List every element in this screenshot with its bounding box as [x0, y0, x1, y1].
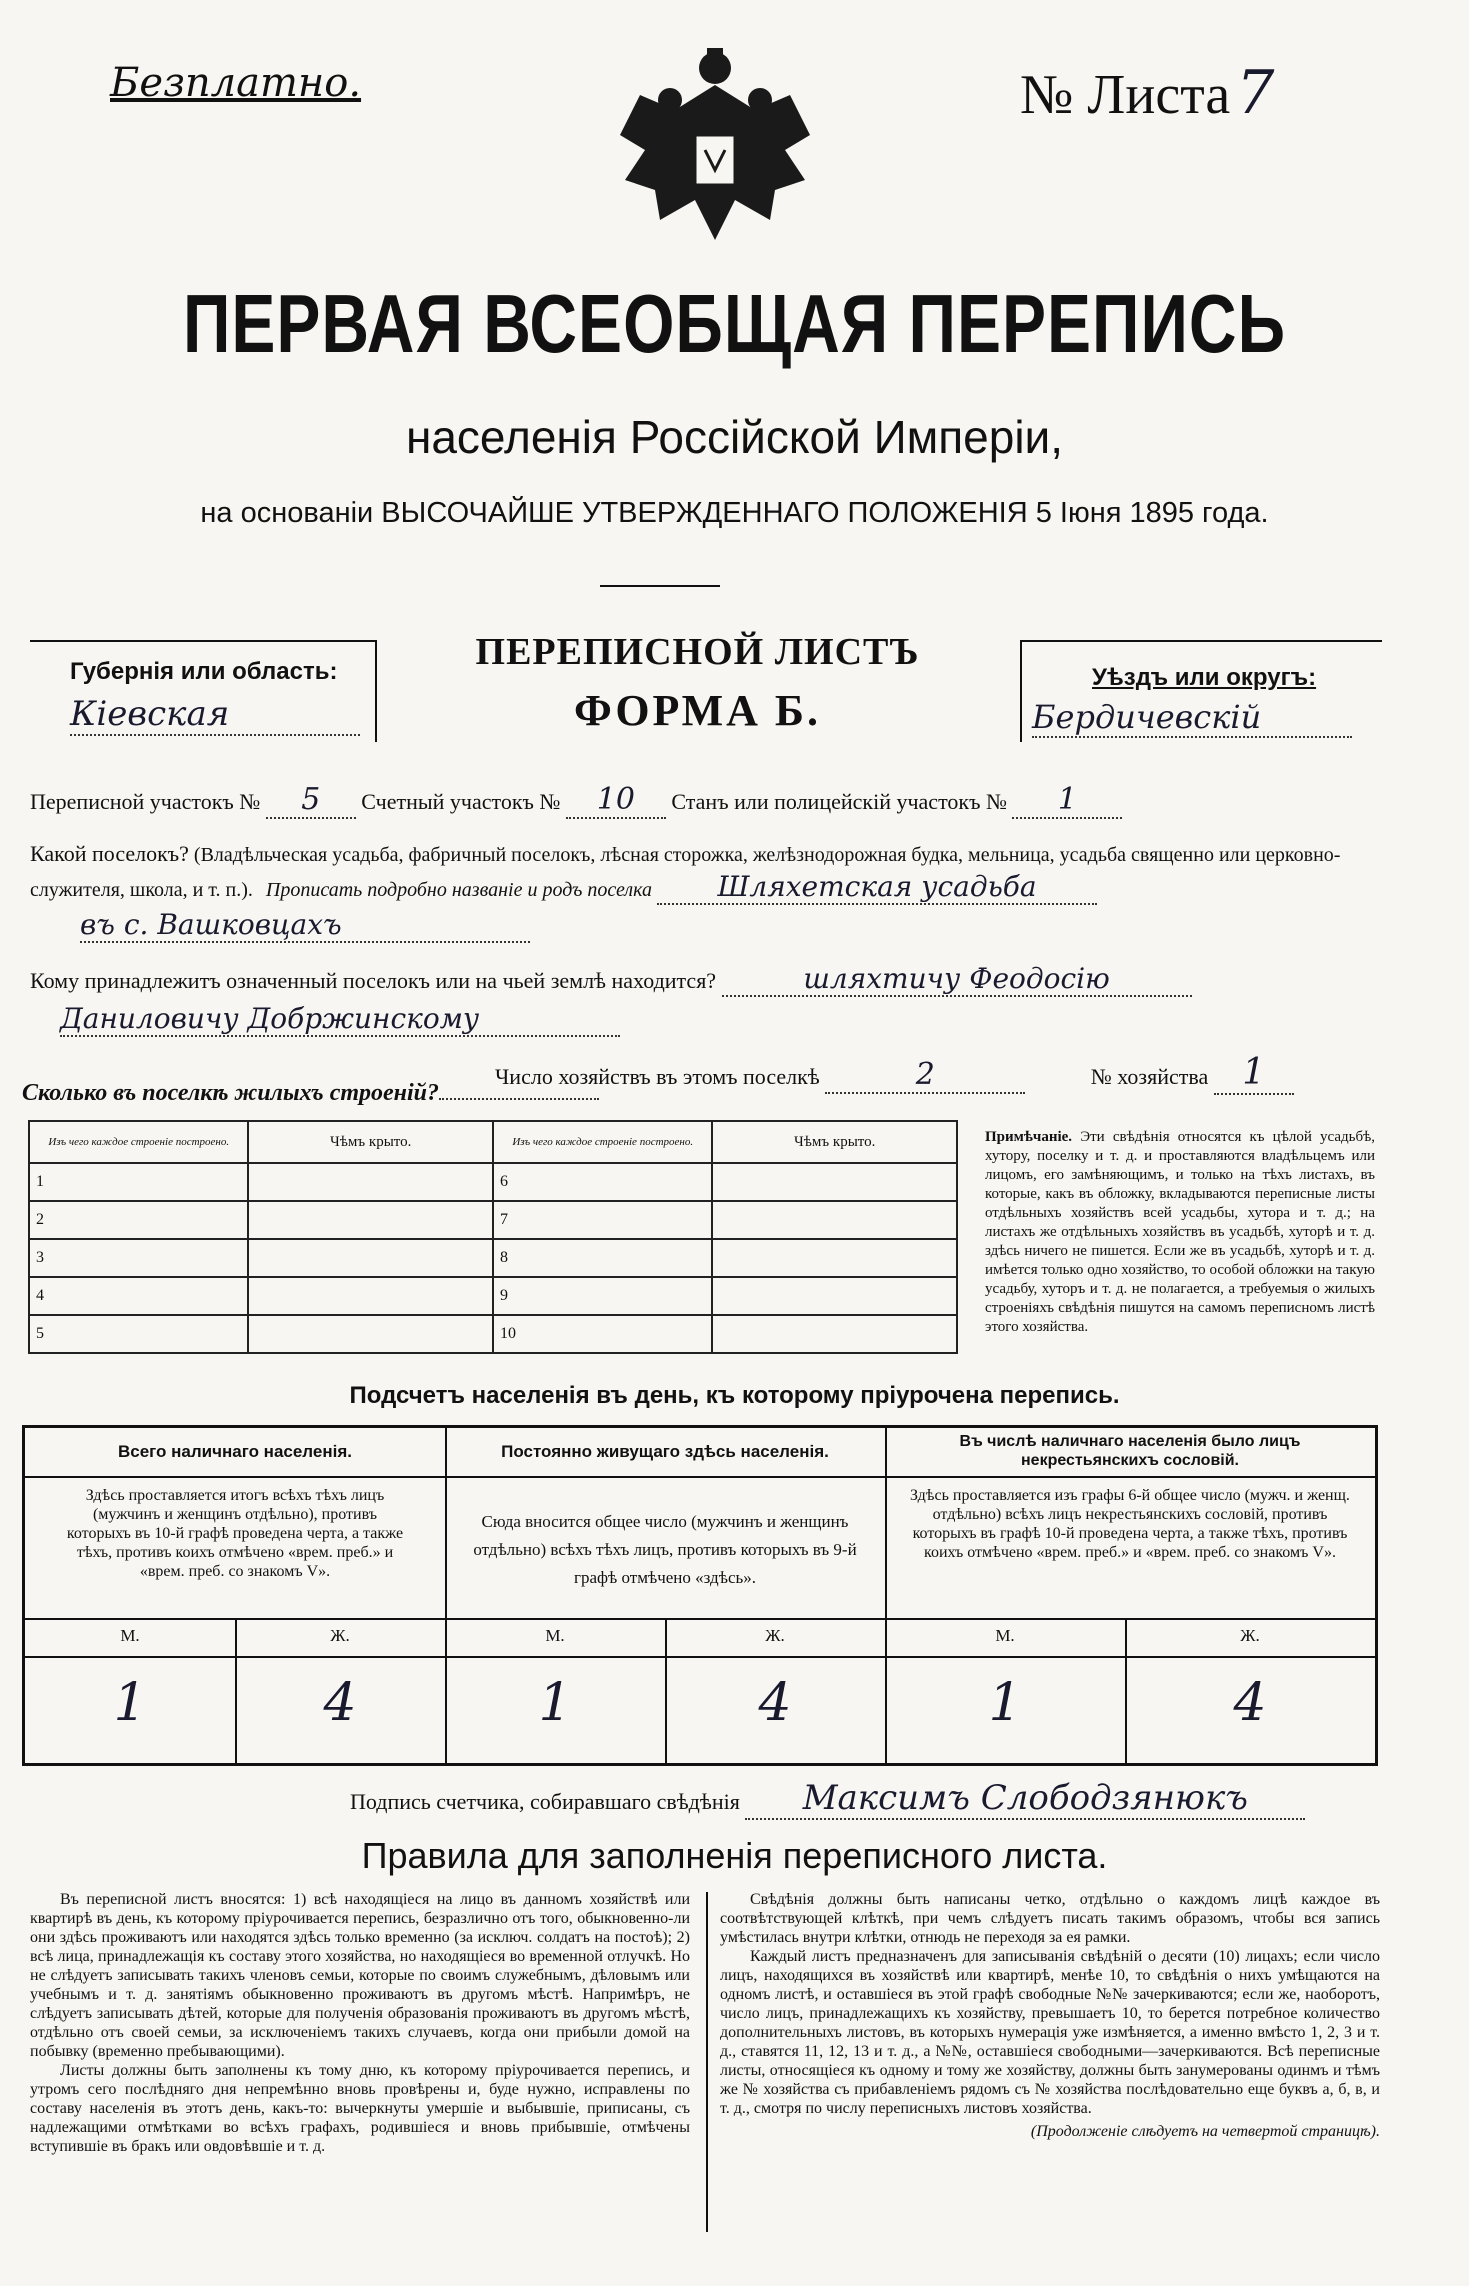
- owner-line: Кому принадлежитъ означенный поселокъ или на чьей землѣ находится? шляхтичу Феодосію: [30, 962, 1192, 997]
- column-divider: [706, 1892, 708, 2232]
- gubernia-label: Губернія или область:: [70, 658, 338, 685]
- count-col2-title: Постоянно живущаго здѣсь населенія.: [501, 1442, 829, 1461]
- counting-district-value: 10: [566, 782, 666, 819]
- table-row: 5: [29, 1315, 248, 1353]
- households-value: 2: [825, 1057, 1025, 1094]
- sheet-title: ПЕРЕПИСНОЙ ЛИСТЪ: [475, 631, 920, 673]
- signature-value: Максимъ Слободзянюкъ: [745, 1778, 1305, 1820]
- table-row: 4: [29, 1277, 248, 1315]
- m-label: М.: [545, 1626, 565, 1645]
- buildings-label: Сколько въ поселкѣ жилыхъ строеній?: [22, 1080, 599, 1107]
- census-district-value: 5: [266, 782, 356, 819]
- district-line: Переписной участокъ № 5 Счетный участокъ № 10 Станъ или полицейскій участокъ № 1: [30, 782, 1430, 819]
- count-col3-text: Здѣсь проставляется изъ графы 6-й общее число (мужч. и женщ. отдѣльно) всѣхъ лицъ некрестьянскихъ сословій, противъ которыхъ въ графѣ 10-й проведена черта, а также тѣхъ, противъ коихъ отмѣчено «врем. преб.» и «врем. преб. со знакомъ V».: [910, 1487, 1350, 1561]
- rules-left-p2: Листы должны быть заполнены къ тому дню, къ которому пріурочивается перепись, и утромъ сего послѣдняго дня непремѣнно вновь провѣрены и, буде нужно, исправлены по составу населенія въ этотъ день, какъ-то: вычеркнуты умершіе и выбывшіе, приписаны, съ надлежащими отмѣтками во всѣхъ графахъ, родившіеся и вновь прибывшіе, отмѣчены вступившіе въ бракъ или овдовѣвшіе и т. д.: [30, 2062, 690, 2155]
- count-col1-text: Здѣсь проставляется итогъ всѣхъ тѣхъ лицъ (мужчинъ и женщинъ отдѣльно), противъ которыхъ въ 10-й графѣ проведена черта, а также тѣхъ, противъ коихъ отмѣчено «врем. преб.» и «врем. преб. со знакомъ V».: [66, 1487, 404, 1580]
- note-text: Эти свѣдѣнія относятся къ цѣлой усадьбѣ, хутору, поселку и т. д. и проставляются владѣльцемъ или лицомъ, его замѣняющимъ, и только на тѣхъ листахъ, въ которые, какъ въ обложку, вкладываются переписные листы отдѣльныхъ хозяйствъ всей усадьбы, хутора и т. д.; на листахъ же отдѣльныхъ хозяйствъ въ усадьбѣ, хуторѣ и т. д. здѣсь ничего не пишется. Если же въ усадьбѣ, хуторѣ и т. д. имѣется только одно хозяйство, то особой обложки на такую усадьбу, хуторъ и т. д. не полагается, а требуемыя о жилыхъ строеніяхъ свѣдѣнія пишутся на самомъ переписномъ листѣ этого хозяйства.: [985, 1129, 1376, 1335]
- rules-right-p1: Свѣдѣнія должны быть написаны четко, отдѣльно о каждомъ лицѣ каждое въ соотвѣтствующей клѣткѣ, при чемъ слѣдуетъ писать такимъ образомъ, чтобы вся запись умѣстилась внутри клѣтки, отнюдь не переходя за ея рамки.: [720, 1891, 1380, 1946]
- table-row: 6: [493, 1163, 712, 1201]
- settlement-value-1: Шляхетская усадьба: [657, 871, 1097, 905]
- f-label: Ж.: [330, 1626, 350, 1645]
- count-col3-title: Въ числѣ наличнаго населенія было лицъ некрестьянскихъ сословій.: [959, 1433, 1301, 1469]
- count-value: 4: [1233, 1673, 1267, 1733]
- count-col1-title: Всего наличнаго населенія.: [118, 1442, 352, 1461]
- m-label: М.: [995, 1626, 1015, 1645]
- table-row: 9: [493, 1277, 712, 1315]
- count-table: [22, 1425, 1378, 1766]
- owner-value-2: Даниловичу Добржинскому: [60, 1002, 620, 1037]
- uezd-label: Уѣздъ или округъ:: [1092, 664, 1317, 691]
- divider: [600, 585, 720, 587]
- table-row: 10: [493, 1315, 712, 1353]
- count-value: 4: [323, 1673, 357, 1733]
- count-value: 1: [988, 1673, 1022, 1733]
- count-value: 1: [538, 1673, 572, 1733]
- count-value: 4: [758, 1673, 792, 1733]
- col-roof-right: Чѣмъ крыто.: [712, 1121, 957, 1163]
- household-no-value: 1: [1214, 1052, 1294, 1095]
- page-subtitle: населенія Россійской Имперіи,: [405, 411, 1064, 463]
- col-material-right: Изъ чего каждое строеніе построено.: [493, 1121, 712, 1163]
- table-row: 7: [493, 1201, 712, 1239]
- settlement-block: Какой поселокъ? (Владѣльческая усадьба, фабричный поселокъ, лѣсная сторожка, желѣзнодорожная будка, мельница, усадьба священно или церковно-служителя, школа, и т. п.). Прописать подробно названіе и родъ поселка Шляхетская усадьба: [30, 841, 1341, 903]
- col-roof-left: Чѣмъ крыто.: [248, 1121, 493, 1163]
- signature-line: Подпись счетчика, собиравшаго свѣдѣнія Максимъ Слободзянюкъ: [350, 1778, 1305, 1820]
- f-label: Ж.: [1240, 1626, 1260, 1645]
- free-label: Безплатно.: [110, 60, 362, 106]
- col-material-left: Изъ чего каждое строеніе построено.: [29, 1121, 248, 1163]
- owner-value-1: шляхтичу Феодосію: [722, 962, 1192, 997]
- rules-right-column: [720, 1890, 1380, 2141]
- table-row: 1: [29, 1163, 248, 1201]
- uezd-value: Бердичевскій: [1032, 698, 1352, 738]
- rules-right-p2: Каждый листъ предназначенъ для записыванія свѣдѣній о десяти (10) лицахъ; если число лицъ, находящихся въ хозяйствѣ или квартирѣ, менѣе 10, то свѣдѣнія о нихъ умѣщаются на одномъ листѣ, и оставшіеся въ этой графѣ свободные №№ зачеркиваются; если же, наоборотъ, число лицъ, принадлежащихъ къ хозяйству, превышаетъ 10, то берется потребное количество дополнительныхъ листовъ, въ которыхъ нумерація уже измѣняется, а именно вмѣсто 1, 2, 3 и т. д., ставятся 11, 12, 13 и т. д., а №№, оставшіеся свободными—зачеркиваются. Всѣ переписные листы, относящіеся къ одному и тому же хозяйству, должны быть занумерованы одинмъ и тѣмъ же № хозяйства съ прибавленіемъ рядомъ съ № хозяйства послѣдовательно еще буквъ а, б, в, и т. д., смотря по числу переписныхъ листовъ хозяйства.: [720, 1948, 1380, 2117]
- rules-continued: (Продолженіе слѣдуетъ на четвертой страницѣ).: [1030, 2123, 1380, 2140]
- buildings-table: [28, 1120, 958, 1354]
- m-label: М.: [120, 1626, 140, 1645]
- sheet-no-value: 7: [1236, 58, 1275, 128]
- stan-value: 1: [1012, 782, 1122, 819]
- count-heading: Подсчетъ населенія въ день, къ которому пріурочена перепись.: [349, 1382, 1120, 1409]
- form-title: ФОРМА Б.: [574, 686, 821, 735]
- rules-left-p1: Въ переписной листъ вносятся: 1) всѣ находящіеся на лицо въ данномъ хозяйствѣ или квартирѣ въ день, къ которому пріурочивается перепись, безразлично отъ того, обыкновенно-ли они здѣсь проживаютъ или находятся здѣсь только временно (за исключ. солдатъ на постоѣ); 2) всѣ лица, принадлежащія къ составу этого хозяйства, но находящіеся во временной отлучкѣ. Но не слѣдуетъ записывать такихъ членовъ семьи, которые по своимъ служебнымъ, дѣловымъ или учебнымъ и т. д. занятіямъ обыкновенно проживаютъ въ другомъ мѣстѣ. Напримѣръ, не слѣдуетъ записывать дѣтей, которые для полученія образованія проживаютъ въ другомъ мѣстѣ, отдѣльно отъ своей семьи, за исключеніемъ такихъ случаевъ, когда они прибыли домой на побывку (временно пребывающими).: [30, 1891, 690, 2060]
- sheet-no-label: № Листа 7: [1020, 58, 1275, 128]
- gubernia-value: Кіевская: [70, 694, 360, 736]
- page-title: ПЕРВАЯ ВСЕОБЩАЯ ПЕРЕПИСЬ: [182, 276, 1287, 370]
- note-block: [985, 1128, 1375, 1337]
- f-label: Ж.: [765, 1626, 785, 1645]
- households-line: Число хозяйствъ въ этомъ поселкѣ 2 № хозяйства 1: [495, 1052, 1294, 1095]
- note-title: Примѣчаніе.: [985, 1129, 1073, 1145]
- table-row: 3: [29, 1239, 248, 1277]
- uezd-box: [1020, 640, 1382, 742]
- count-value: 1: [113, 1673, 147, 1733]
- rules-left-column: [30, 1890, 690, 2156]
- table-row: 8: [493, 1239, 712, 1277]
- page-basis: на основаніи ВЫСОЧАЙШЕ УТВЕРЖДЕННАГО ПОЛОЖЕНІЯ 5 Іюня 1895 года.: [200, 497, 1269, 529]
- gubernia-box: [30, 640, 377, 742]
- double-headed-eagle-icon: [600, 40, 830, 270]
- count-col2-text: Сюда вносится общее число (мужчинъ и женщинъ отдѣльно) всѣхъ тѣхъ лицъ, противъ которыхъ въ 9-й графѣ отмѣчено «здѣсь».: [473, 1512, 857, 1587]
- table-row: 2: [29, 1201, 248, 1239]
- settlement-value-2: въ с. Вашковцахъ: [80, 908, 530, 943]
- rules-title: Правила для заполненія переписного листа.: [361, 1835, 1108, 1876]
